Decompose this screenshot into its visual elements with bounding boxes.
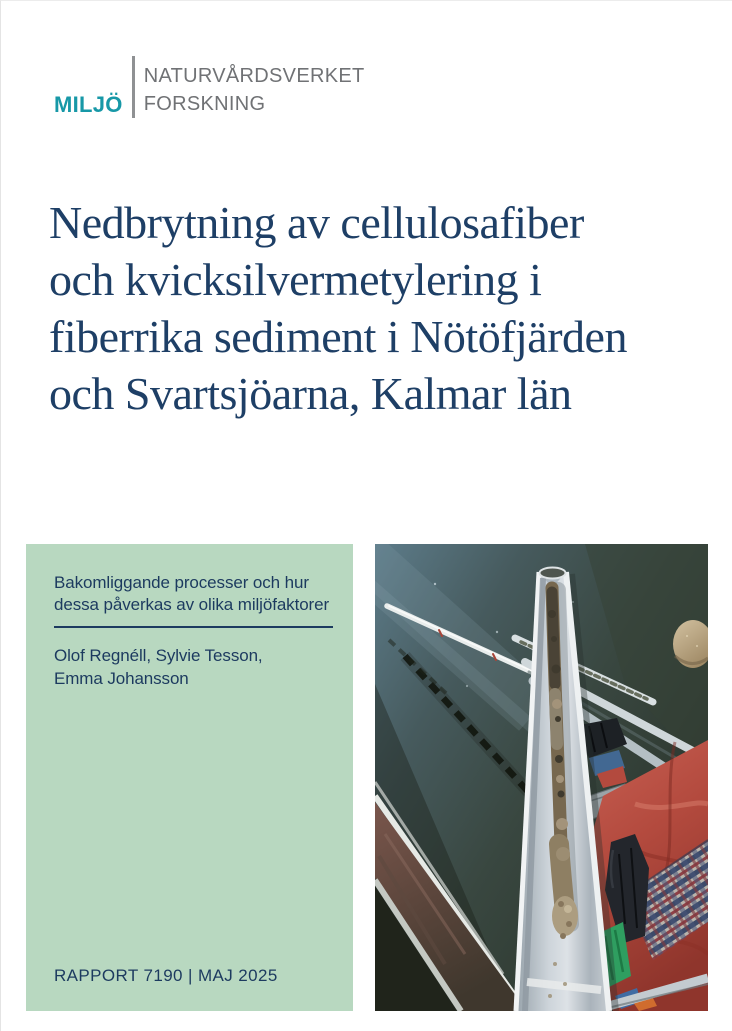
report-subtitle	[54, 572, 333, 616]
cover-photo	[375, 544, 708, 1011]
report-title-line1: Nedbrytning av cellulosafiber	[49, 197, 584, 248]
report-title-line2: och kvicksilvermetylering i	[49, 254, 542, 305]
report-title-line4: och Svartsjöarna, Kalmar län	[49, 368, 572, 419]
report-subtitle-line1: Bakomliggande processer och hur	[54, 573, 309, 592]
report-subtitle-line2: dessa påverkas av olika miljöfaktorer	[54, 595, 330, 614]
logo-program-name: MILJÖ	[54, 92, 123, 117]
report-authors-line2: Emma Johansson	[54, 669, 189, 688]
logo-org-line2: FORSKNING	[143, 93, 266, 115]
report-title-line3: fiberrika sediment i Nötöfjärden	[49, 311, 627, 362]
logo-organisation-name	[144, 62, 365, 118]
report-title	[49, 194, 627, 422]
report-authors-line1: Olof Regnéll, Sylvie Tesson,	[54, 646, 263, 665]
publisher-logo	[54, 56, 365, 118]
report-authors	[54, 644, 333, 690]
logo-divider	[132, 56, 135, 118]
logo-org-line1: NATURVÅRDSVERKET	[143, 65, 365, 87]
info-panel	[26, 544, 353, 1011]
panel-divider	[54, 626, 333, 628]
cover-photo-illustration	[375, 544, 708, 1011]
report-number-date: RAPPORT 7190 | MAJ 2025	[54, 966, 278, 985]
